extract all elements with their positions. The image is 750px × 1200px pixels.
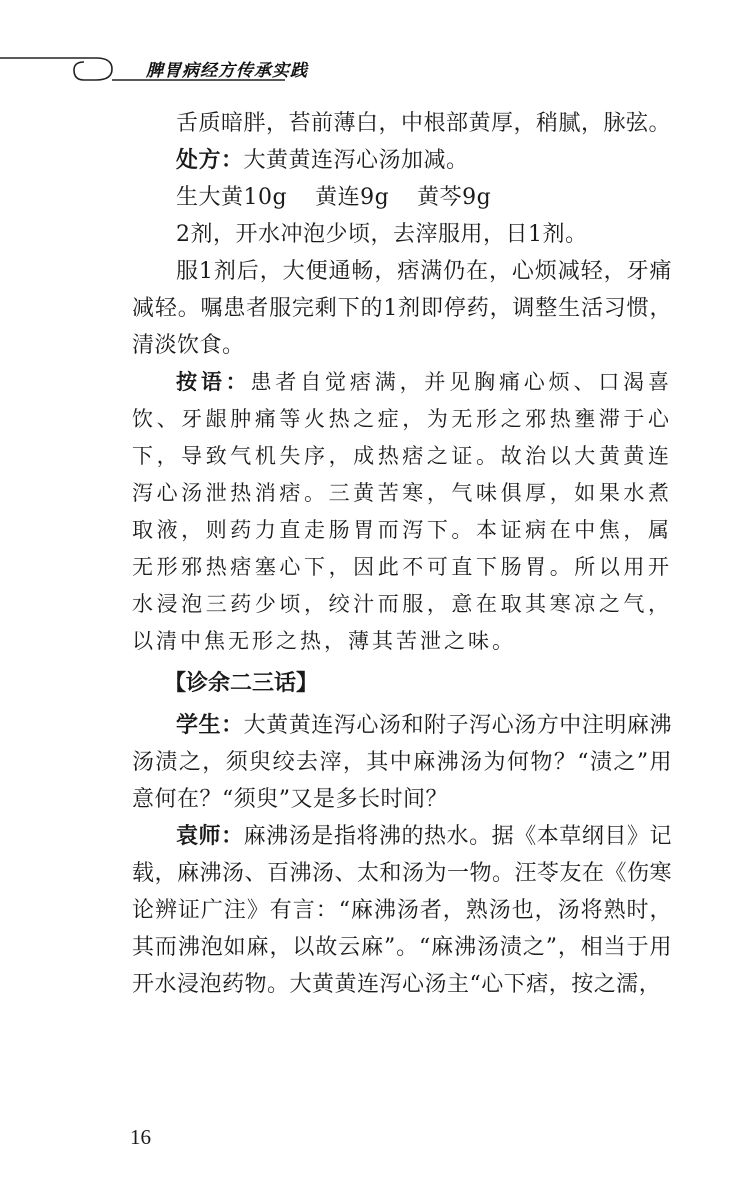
prescription-label: 处方： (176, 148, 244, 173)
page-body (132, 105, 672, 1003)
book-title: 脾胃病经方传承实践 (146, 61, 308, 81)
paragraph-teacher (132, 818, 672, 1003)
teacher-text: 麻沸汤是指将沸的热水。据《本草纲目》记载，麻沸汤、百沸汤、太和汤为一物。汪苓友在《伤寒论辨证广注》有言：“麻沸汤者，熟汤也，汤将熟时，其而沸泡如麻，以故云麻”。“麻沸汤渍之”，相当于用开水浸泡药物。大黄黄连泻心汤主“心下痞，按之濡， (132, 824, 673, 997)
prescription-herbs (132, 179, 672, 216)
paragraph-commentary (132, 364, 672, 660)
section-heading: 【诊余二三话】 (164, 671, 319, 696)
herb-item: 黄芩9g (417, 185, 492, 210)
paragraph-dosage: 2剂，开水冲泡少顷，去滓服用，日1剂。 (176, 222, 588, 247)
page-number: 16 (130, 1125, 151, 1149)
student-label: 学生： (176, 713, 244, 738)
commentary-text: 患者自觉痞满，并见胸痛心烦、口渴喜饮、牙龈肿痛等火热之症，为无形之邪热壅滞于心下，导致气机失序，成热痞之证。故治以大黄黄连泻心汤泄热消痞。三黄苦寒，气味俱厚，如果水煮取液，则药力直走肠胃而泻下。本证病在中焦，属无形邪热痞塞心下，因此不可直下肠胃。所以用开水浸泡三药少顷，绞汁而服，意在取其寒凉之气，以清中焦无形之热，薄其苦泄之味。 (132, 370, 673, 653)
herb-item: 生大黄10g (176, 185, 288, 210)
student-text: 大黄黄连泻心汤和附子泻心汤方中注明麻沸汤渍之，须臾绞去滓，其中麻沸汤为何物？“渍之”用意何在？“须臾”又是多长时间？ (132, 713, 672, 812)
prescription-text: 大黄黄连泻心汤加减。 (243, 148, 469, 173)
paragraph-followup: 服1剂后，大便通畅，痞满仍在，心烦减轻，牙痛减轻。嘱患者服完剩下的1剂即停药，调整生活习惯，清淡饮食。 (132, 259, 672, 358)
herb-item: 黄连9g (315, 185, 390, 210)
commentary-label: 按语： (176, 370, 251, 394)
paragraph-prescription (132, 142, 672, 179)
teacher-label: 袁师： (176, 824, 244, 849)
paragraph-student (132, 707, 672, 818)
header-decoration (0, 0, 750, 90)
paragraph-tongue: 舌质暗胖，苔前薄白，中根部黄厚，稍腻，脉弦。 (176, 111, 672, 136)
running-header (0, 0, 750, 90)
